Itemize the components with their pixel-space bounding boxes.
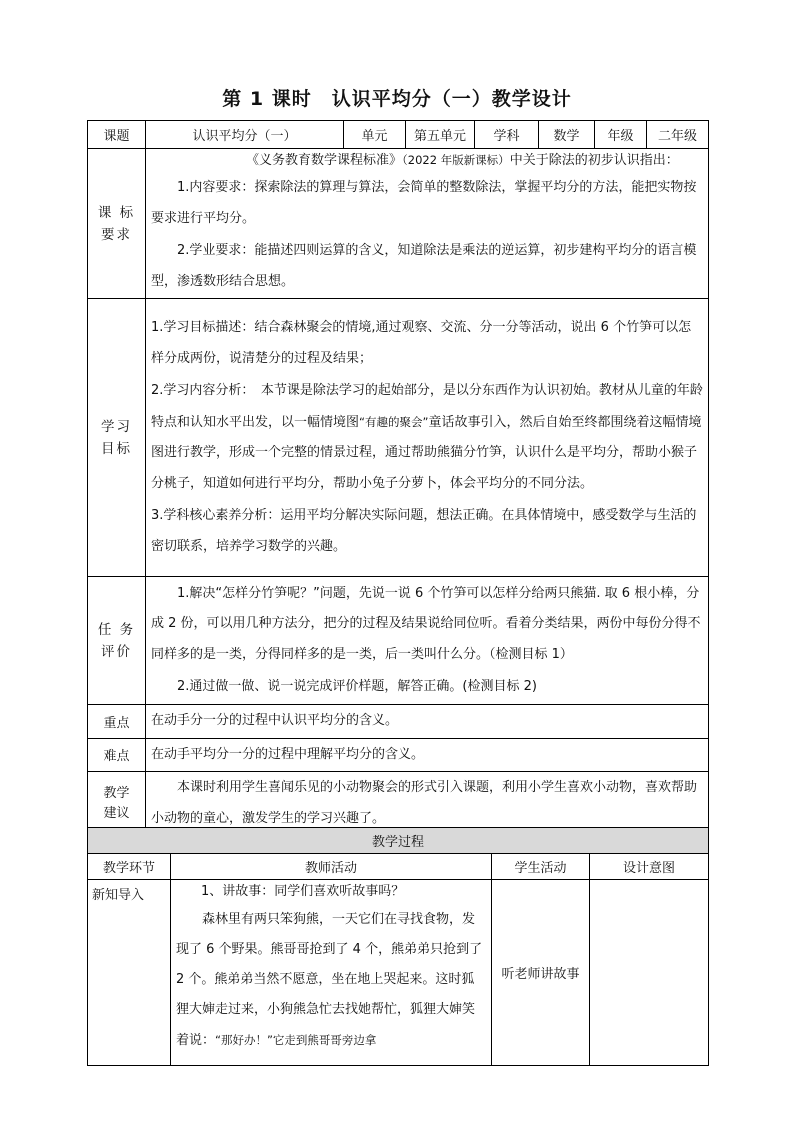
key-point-row [88, 705, 709, 739]
topic-value: 认识平均分（一） [146, 121, 344, 149]
task-eval-label-line1: 任 务 [97, 621, 136, 638]
curriculum-content-req: 1.内容要求：探索除法的算理与算法，会简单的整数除法，掌握平均分的方法，能把实物按要求进行平均分。 [151, 180, 697, 226]
curriculum-content [146, 149, 709, 299]
subject-label: 学科 [475, 121, 539, 149]
key-point-label: 重点 [88, 705, 146, 739]
curriculum-label-line1: 课 标 [97, 204, 136, 221]
teacher-story-text [171, 904, 491, 1057]
teacher-story-quote: “那好办！”它走到熊哥哥旁边拿 [215, 1033, 377, 1047]
difficult-point-value: 在动手平均分一分的过程中理解平均分的含义。 [146, 738, 709, 772]
objectives-label-line2: 目标 [101, 440, 132, 457]
process-stage-text: 新知导入 [92, 888, 145, 903]
objectives-content [146, 299, 709, 577]
curriculum-intro-text: 《义务教育数学课程标准》 [246, 153, 403, 168]
curriculum-academic-req: 2.学业要求：能描述四则运算的含义，知道除法是乘法的逆运算，初步建构平均分的语言模型，渗透数形结合思想。 [151, 243, 697, 289]
objectives-label [88, 299, 146, 577]
task-eval-label [88, 577, 146, 705]
task-eval-item1: 1.解决“怎样分竹笋呢？”问题，先说一说 6 个竹笋可以怎样分给两只熊猫. 取 6 根小棒，分成 2 份，可以用几种方法分，把分的过程及结果说给同位听。看着分类结果，两份中每份分得不同样多的是一类，分得同样多的是一类，后一类叫什么分。（检测目标 1） [151, 585, 701, 662]
teacher-story-body: 森林里有两只笨狗熊，一天它们在寻找食物，发现了 6 个野果。熊哥哥抢到了 4 个，熊弟弟只抢到了 2 个。熊弟弟当然不愿意，坐在地上哭起来。这时狐狸大婶走过来，小狗熊急忙去找她帮忙，狐狸大婶笑着说： [176, 912, 483, 1048]
task-eval-label-line2: 评价 [101, 643, 132, 660]
unit-label: 单元 [344, 121, 406, 149]
process-design-intent [590, 880, 709, 1066]
process-teacher-activity [171, 880, 492, 1066]
subject-value: 数学 [539, 121, 595, 149]
unit-value: 第五单元 [406, 121, 475, 149]
suggestion-label-line1: 教学 [103, 785, 130, 801]
process-stage [88, 880, 171, 1066]
task-eval-row [88, 577, 709, 705]
lesson-info-table [87, 120, 709, 836]
objectives-analysis-b: 童话故事引入，然后自始至终都围绕着这幅情境图进行教学，形成一个完整的情景过程，通过帮助熊猫分竹笋，认识什么是平均分，帮助小猴子分桃子，知道如何进行平均分，帮助小兔子分萝卜，体会平均分的不同分法。 [151, 414, 702, 491]
suggestion-value: 本课时利用学生喜闻乐见的小动物聚会的形式引入课题，利用小学生喜欢小动物，喜欢帮助小动物的童心，激发学生的学习兴趣了。 [146, 772, 709, 836]
teacher-story-prompt: 1、讲故事：同学们喜欢听故事吗？ [201, 884, 405, 899]
process-header-student: 学生活动 [492, 854, 590, 880]
process-row [88, 880, 709, 1066]
process-header-row [88, 854, 709, 880]
objectives-label-line1: 学习 [101, 418, 132, 435]
process-title: 教学过程 [88, 828, 709, 854]
suggestion-label-line2: 建议 [103, 805, 130, 821]
process-title-row [88, 828, 709, 854]
objectives-analysis-quote: “有趣的聚会” [359, 414, 429, 429]
difficult-point-row [88, 738, 709, 772]
student-activity-text: 听老师讲故事 [501, 967, 580, 982]
suggestion-row [88, 772, 709, 836]
objectives-row [88, 299, 709, 577]
key-point-value: 在动手分一分的过程中认识平均分的含义。 [146, 705, 709, 739]
process-header-stage: 教学环节 [88, 854, 171, 880]
page-title: 第 1 课时 认识平均分（一）教学设计 [222, 88, 572, 110]
objectives-literacy: 3.学科核心素养分析：运用平均分解决实际问题，想法正确。在具体情境中，感受数学与生活的密切联系，培养学习数学的兴趣。 [151, 508, 697, 554]
process-header-intent: 设计意图 [590, 854, 709, 880]
curriculum-intro-edition: （2022 年版新课标） [402, 153, 510, 167]
topic-label: 课题 [88, 121, 146, 149]
difficult-point-label: 难点 [88, 738, 146, 772]
grade-label: 年级 [595, 121, 647, 149]
task-eval-item2: 2.通过做一做、说一说完成评价样题，解答正确。(检测目标 2) [177, 679, 537, 694]
process-table [87, 827, 709, 1066]
grade-value: 二年级 [647, 121, 709, 149]
objectives-analysis-a: 2.学习内容分析： 本节课是除法学习的起始部分，是以分东西作为认识初始。教材从儿童的年龄特点和认知水平出发，以一幅情境图 [151, 383, 703, 430]
process-header-teacher: 教师活动 [171, 854, 492, 880]
suggestion-label [88, 772, 146, 836]
curriculum-intro-end: 中关于除法的初步认识指出： [509, 153, 679, 168]
curriculum-label-line2: 要求 [101, 226, 132, 243]
objectives-analysis [146, 375, 708, 500]
curriculum-intro [146, 149, 708, 172]
header-row [88, 121, 709, 149]
task-eval-content [146, 577, 709, 705]
curriculum-label [88, 149, 146, 299]
objectives-goal: 1.学习目标描述：结合森林聚会的情境,通过观察、交流、分一分等活动，说出 6 个竹笋可以怎样分成两份，说清楚分的过程及结果； [151, 320, 692, 366]
process-student-activity [492, 880, 590, 1066]
curriculum-row [88, 149, 709, 299]
